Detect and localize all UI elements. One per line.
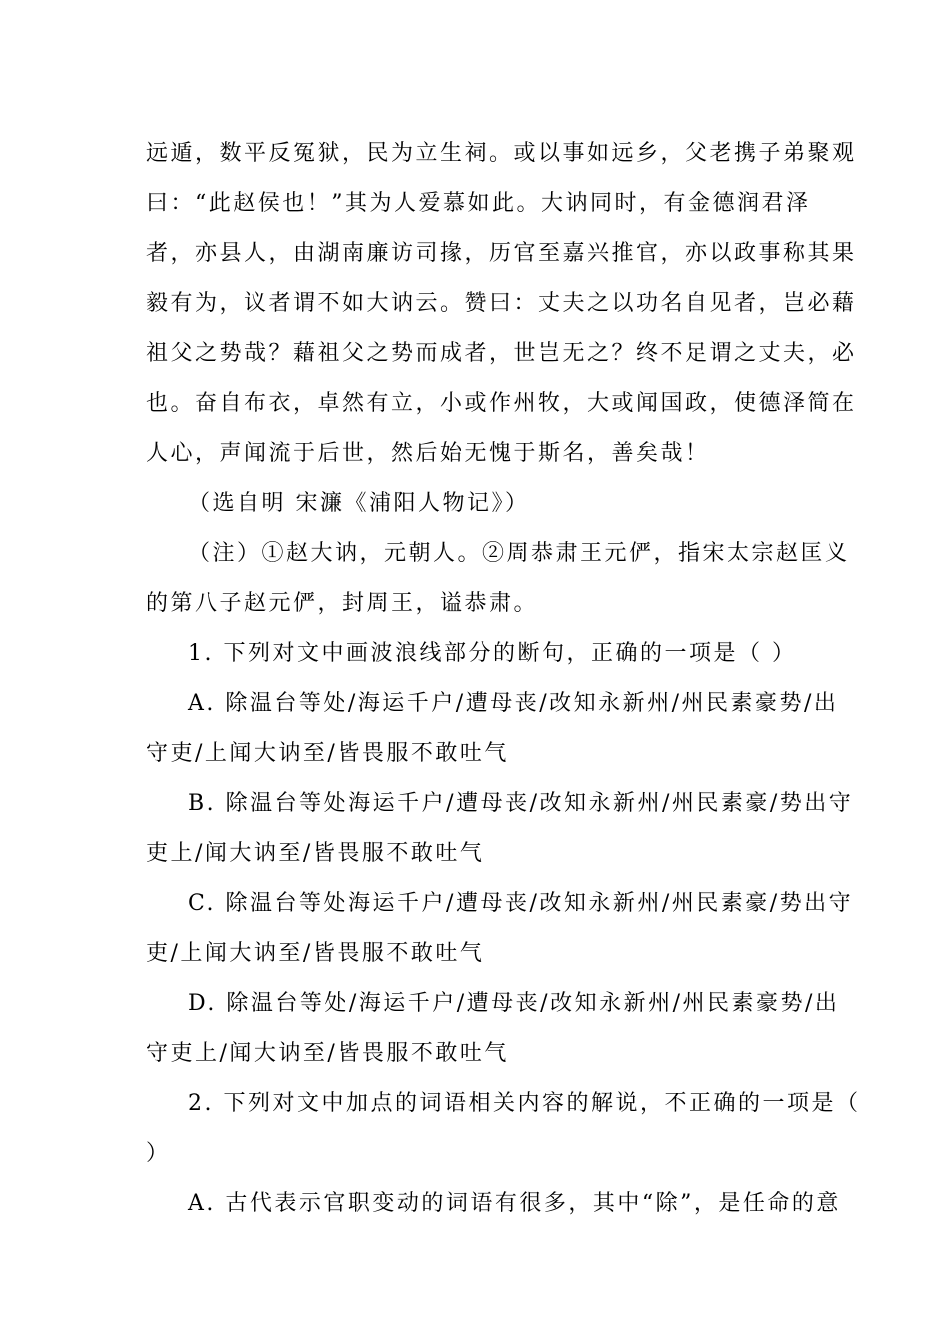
text-line-4: 毅有为，议者谓不如大讷云。赞曰：丈夫之以功名自见者，岂必藉: [146, 291, 857, 316]
option-1a-line-2: 守吏/上闻大讷至/皆畏服不敢吐气: [146, 741, 509, 766]
text-line-6: 也。奋自布衣，卓然有立，小或作州牧，大或闻国政，使德泽简在: [146, 391, 857, 416]
note-line-2: 的第八子赵元俨，封周王，谥恭肃。: [146, 591, 539, 616]
question-1: 1. 下列对文中画波浪线部分的断句，正确的一项是（ ）: [188, 641, 797, 666]
text-line-1: 远遁，数平反冤狱，民为立生祠。或以事如远乡，父老携子弟聚观: [146, 141, 857, 166]
option-1d-line-2: 守吏上/闻大讷至/皆畏服不敢吐气: [146, 1041, 509, 1066]
question-2-line-2: ）: [146, 1141, 171, 1166]
option-1b-line-1: B. 除温台等处海运千户/遭母丧/改知永新州/州民素豪/势出守: [188, 791, 854, 816]
text-line-3: 者，亦县人，由湖南廉访司掾，历官至嘉兴推官，亦以政事称其果: [146, 241, 857, 266]
option-1c-line-2: 吏/上闻大讷至/皆畏服不敢吐气: [146, 941, 485, 966]
text-line-5: 祖父之势哉？藉祖父之势而成者，世岂无之？终不足谓之丈夫，必: [146, 341, 857, 366]
text-line-7: 人心，声闻流于后世，然后始无愧于斯名，善矣哉！: [146, 441, 710, 466]
option-2a-line-1: A. 古代表示官职变动的词语有很多，其中“除”，是任命的意: [188, 1191, 841, 1216]
text-line-2: 曰：“此赵侯也！”其为人爱慕如此。大讷同时，有金德润君泽: [146, 191, 811, 216]
note-line-1: （注）①赵大讷，元朝人。②周恭肃王元俨，指宋太宗赵匡义: [188, 541, 850, 566]
option-1d-line-1: D. 除温台等处/海运千户/遭母丧/改知永新州/州民素豪势/出: [188, 991, 840, 1016]
option-1b-line-2: 吏上/闻大讷至/皆畏服不敢吐气: [146, 841, 485, 866]
question-2-line-1: 2. 下列对文中加点的词语相关内容的解说，不正确的一项是（: [188, 1091, 861, 1116]
source-citation: （选自明 宋濂《浦阳人物记》）: [188, 491, 530, 516]
option-1a-line-1: A. 除温台等处/海运千户/遭母丧/改知永新州/州民素豪势/出: [188, 691, 839, 716]
option-1c-line-1: C. 除温台等处海运千户/遭母丧/改知永新州/州民素豪/势出守: [188, 891, 854, 916]
